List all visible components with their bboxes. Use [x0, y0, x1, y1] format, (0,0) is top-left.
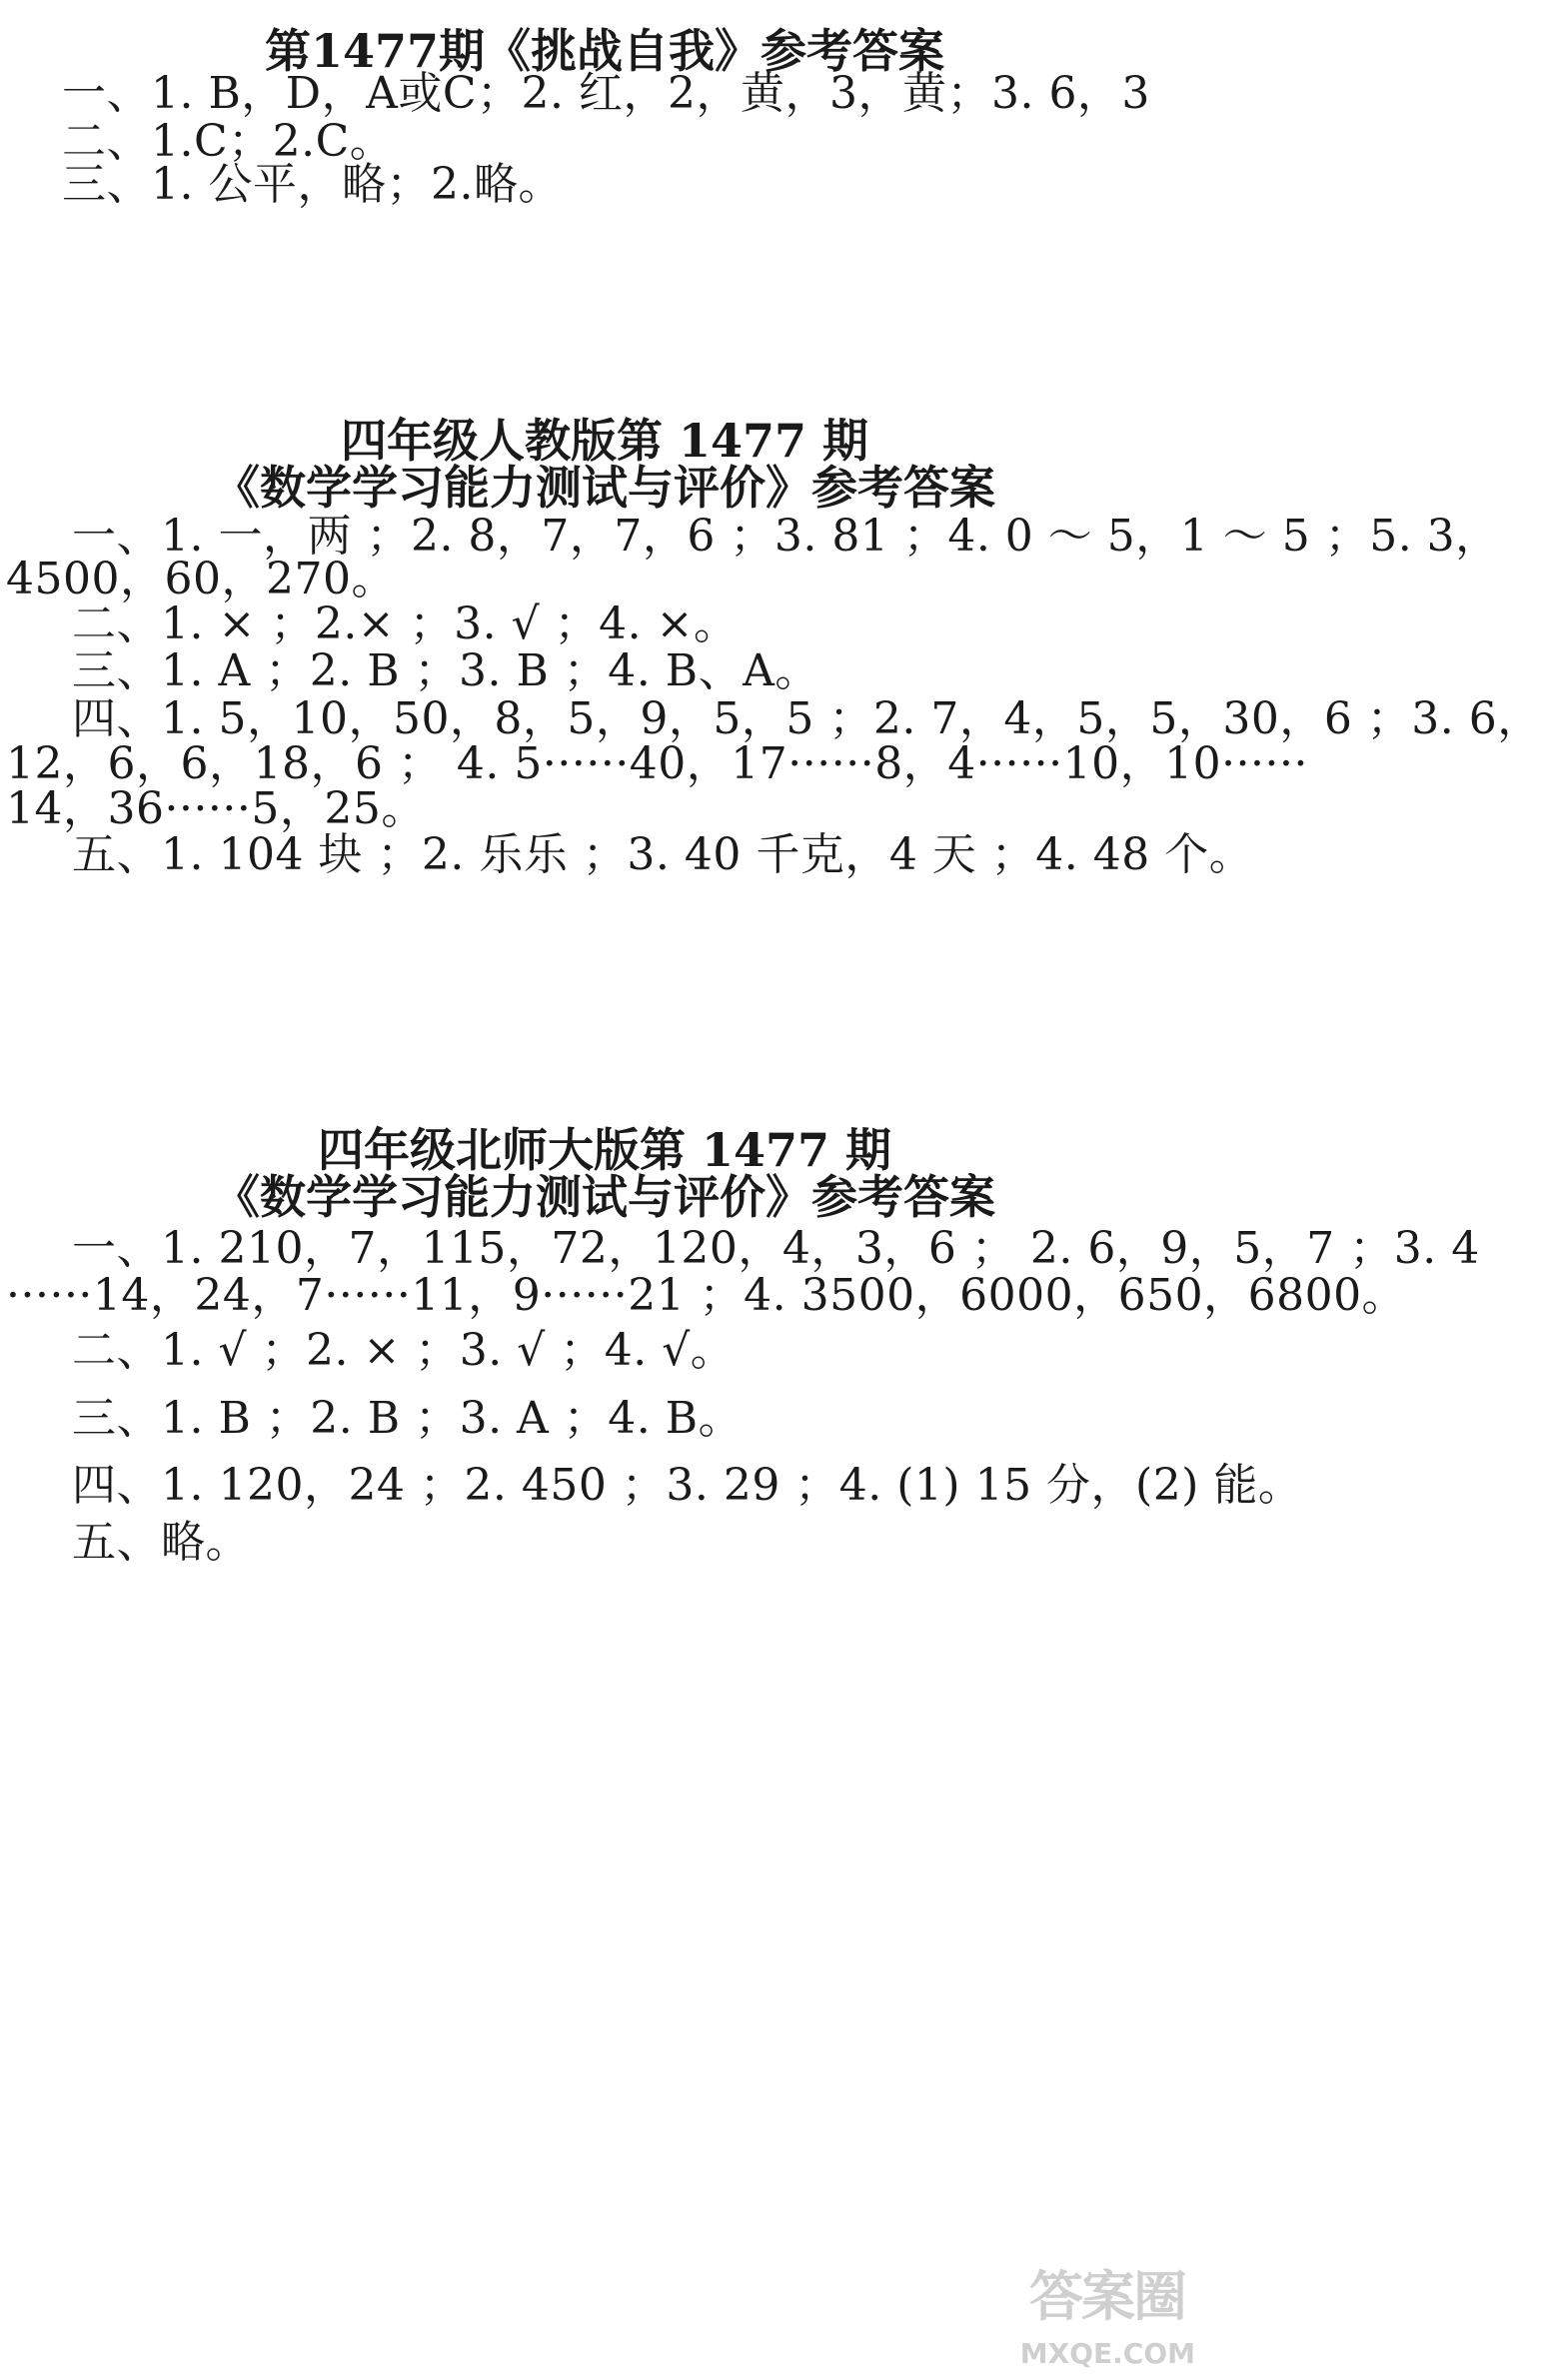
watermark-site-text: MXQE.COM — [1019, 2337, 1195, 2370]
section2-line-5: 四、1. 5，10，50，8，5，9，5，5 ；2. 7，4，5，5，30，6 ；3. 6， — [72, 693, 1542, 744]
section2-line-7: 14，36······5，25。 — [6, 783, 426, 834]
section3-line-1: 一、1. 210，7，115，72，120，4，3，6 ； 2. 6，9，5，7 ；3. 4 — [72, 1223, 1480, 1274]
section2-line-8: 五、1. 104 块 ；2. 乐乐 ；3. 40 千克，4 天 ；4. 48 个。 — [72, 829, 1254, 880]
section3-title-line1: 四年级北师大版第 1477 期 — [317, 1123, 892, 1177]
section3-line-3: 二、1. √ ；2. × ；3. √ ；4. √。 — [72, 1325, 736, 1376]
section1-title: 第1477期《挑战自我》参考答案 — [264, 24, 945, 78]
section2-line-4: 三、1. A ；2. B ；3. B ；4. B、A。 — [72, 645, 819, 696]
section3-line-4: 三、1. B ；2. B ；3. A ；4. B。 — [72, 1393, 744, 1444]
section2-line-3: 二、1. × ；2.× ；3. √ ；4. ×。 — [72, 598, 739, 649]
watermark-logo — [1001, 2254, 1201, 2374]
section2-title-line2: 《数学学习能力测试与评价》参考答案 — [214, 461, 995, 515]
section2-line-2: 4500，60，270。 — [6, 554, 396, 604]
section2-line-6: 12，6，6，18，6 ； 4. 5······40，17······8，4······10，10······ — [6, 738, 1309, 789]
section3-line-5: 四、1. 120，24 ；2. 450 ；3. 29 ；4. (1) 15 分，(2) 能。 — [72, 1460, 1303, 1511]
section1-line-2: 二、1.C；2.C。 — [62, 116, 395, 167]
section3-title-line2: 《数学学习能力测试与评价》参考答案 — [214, 1170, 995, 1224]
section3-line-2: ······14，24，7······11，9······21 ；4. 3500，6000，650，6800。 — [6, 1270, 1407, 1321]
section3-line-6: 五、略。 — [72, 1517, 250, 1568]
section1-line-1: 一、1. B，D，A或C；2. 红，2，黄，3，黄；3. 6，3 — [62, 68, 1150, 119]
section1-line-3: 三、1. 公平，略；2.略。 — [62, 159, 563, 210]
section2-title-line1: 四年级人教版第 1477 期 — [340, 414, 869, 468]
section2-line-1: 一、1. 一，两 ；2. 8，7，7，6 ；3. 81 ；4. 0 ～ 5，1 ～ 5 ；5. 3， — [72, 511, 1500, 562]
watermark-logo-text: 答案圈 — [1029, 2265, 1185, 2328]
